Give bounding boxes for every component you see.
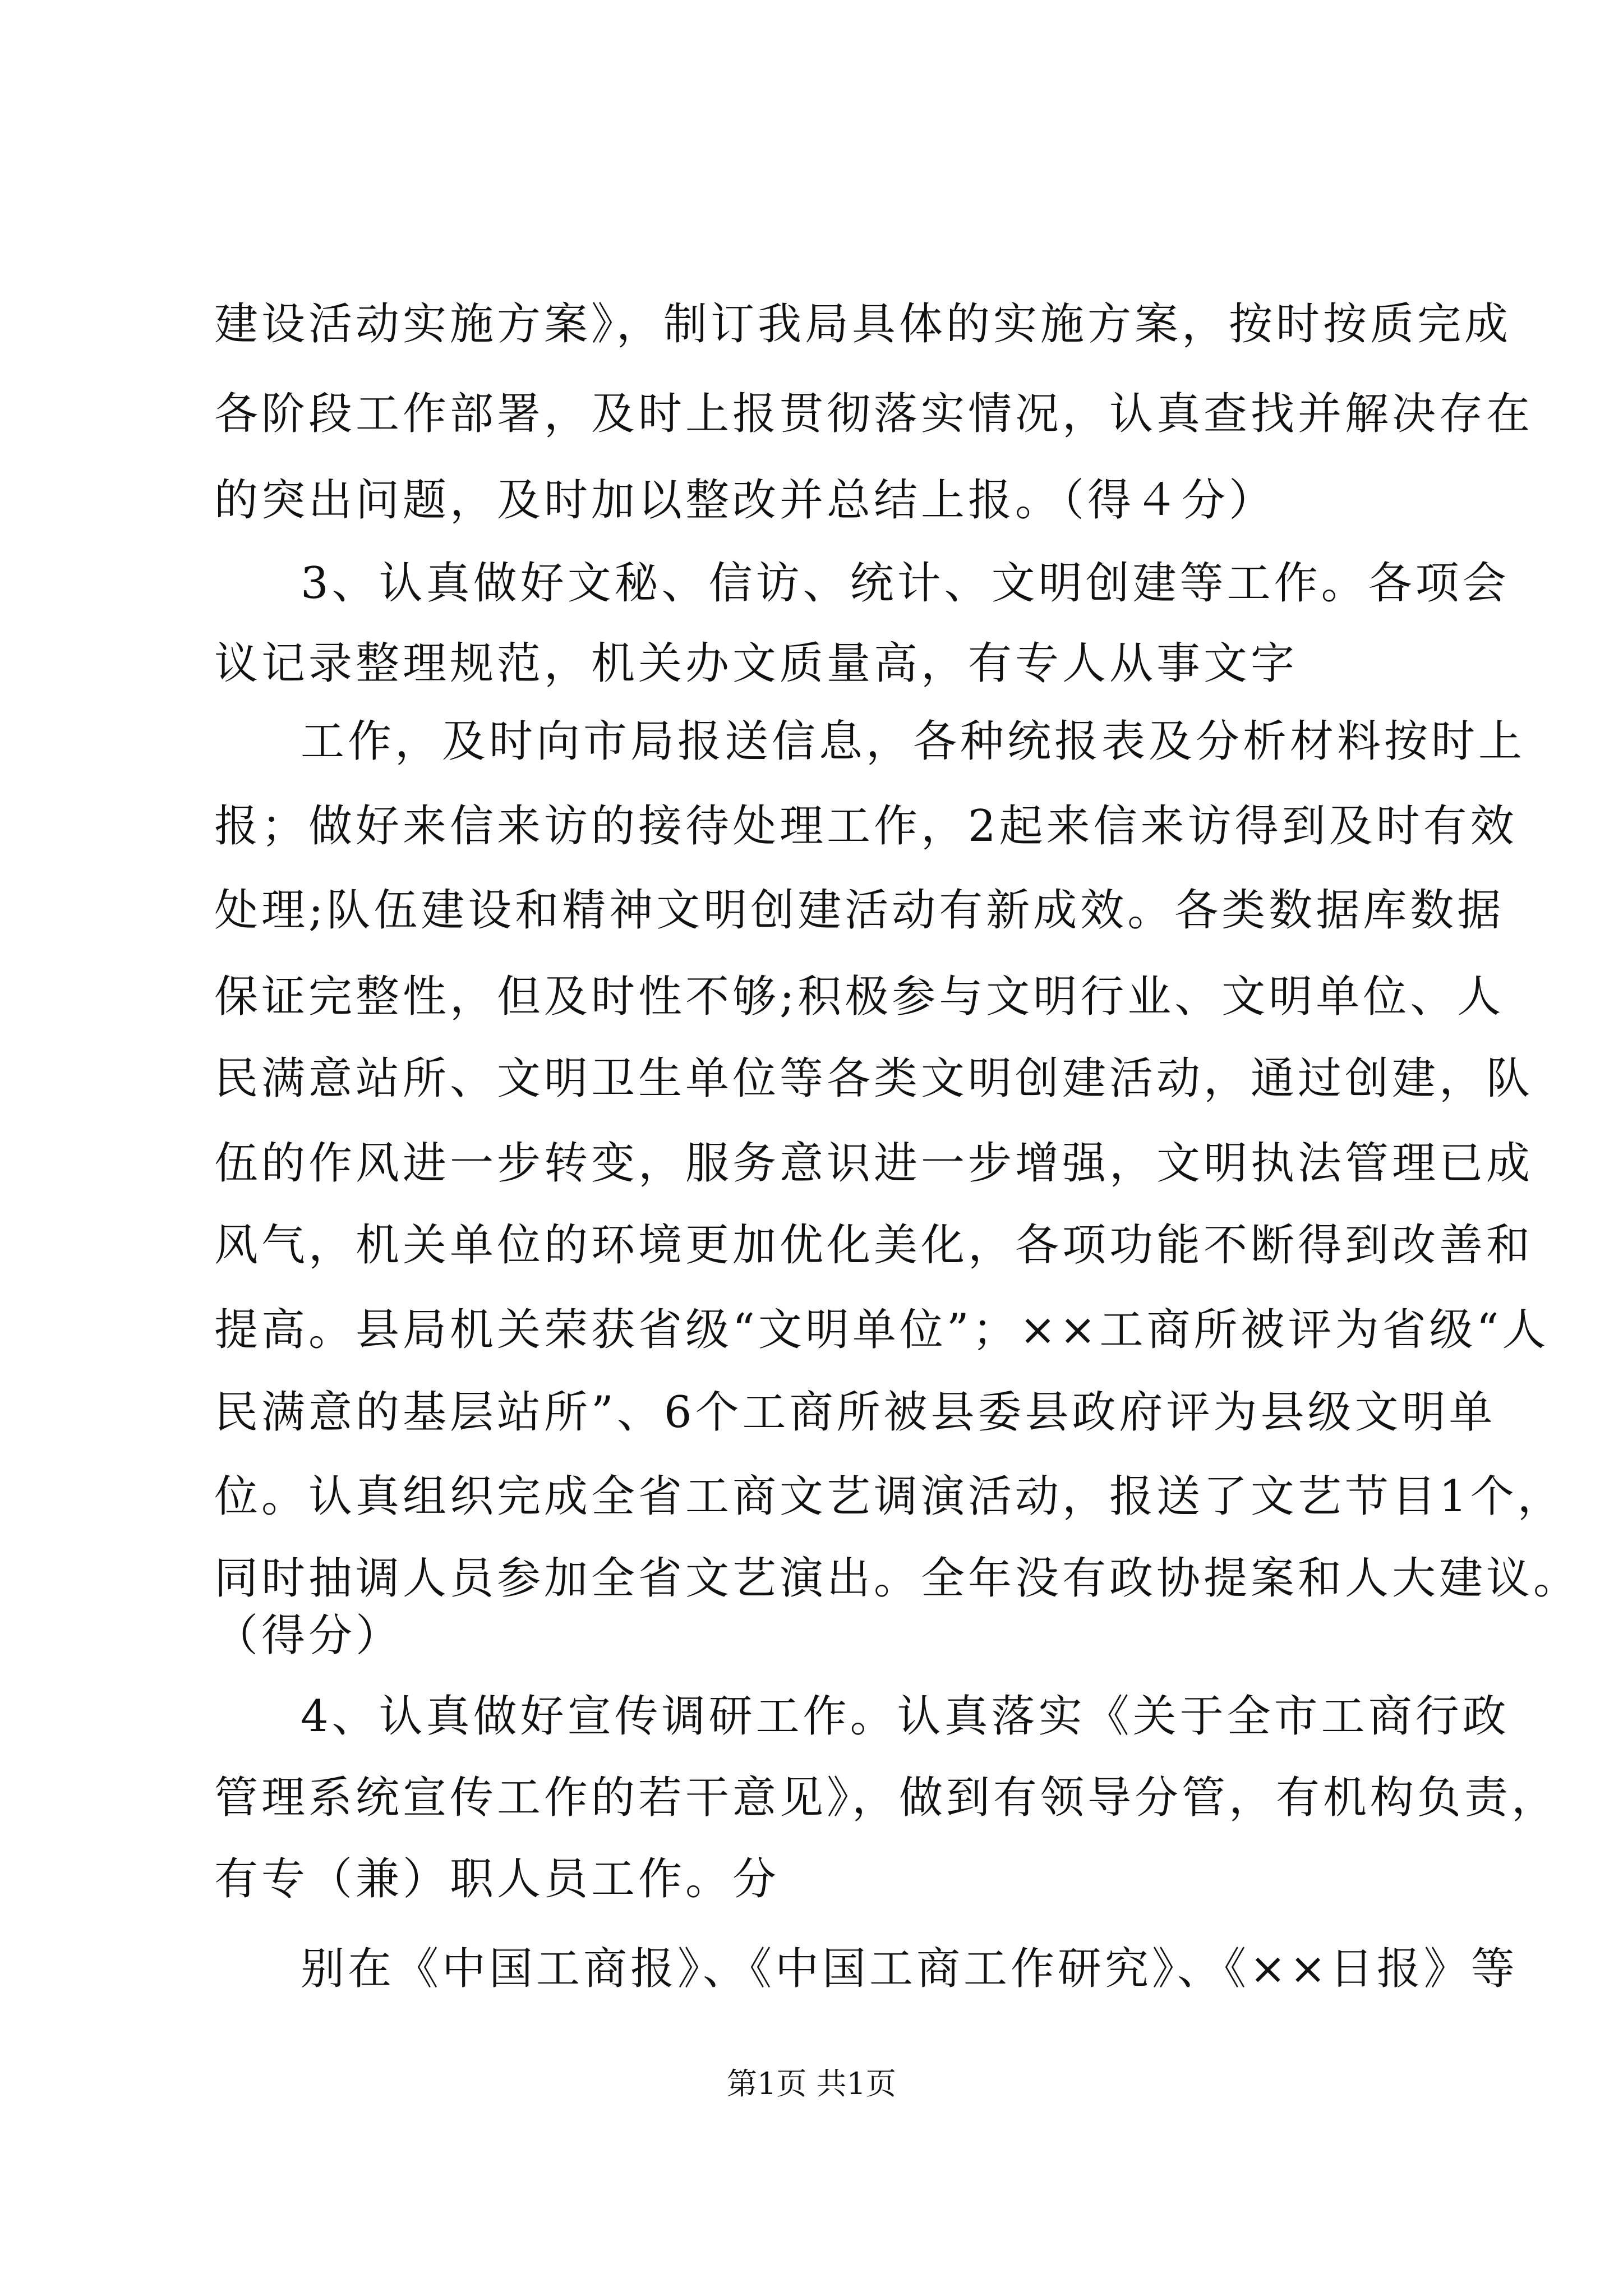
text-line: 报；做好来信来访的接待处理工作，2起来信来访得到及时有效 xyxy=(214,801,1518,852)
text-line: 提高。县局机关荣获省级“文明单位”；××工商所被评为省级“人 xyxy=(214,1305,1550,1355)
text-line: 有专（兼）职人员工作。分 xyxy=(214,1854,780,1904)
text-line: 4、认真做好宣传调研工作。认真落实《关于全市工商行政 xyxy=(301,1691,1510,1742)
text-line: 处理;队伍建设和精神文明创建活动有新成效。各类数据库数据 xyxy=(214,885,1505,936)
text-line: 风气，机关单位的环境更加优化美化，各项功能不断得到改善和 xyxy=(214,1220,1534,1271)
text-line: 保证完整性，但及时性不够;积极参与文明行业、文明单位、人 xyxy=(214,972,1505,1022)
text-line: 民满意站所、文明卫生单位等各类文明创建活动，通过创建，队 xyxy=(214,1053,1534,1104)
text-line: 各阶段工作部署，及时上报贯彻落实情况，认真查找并解决存在 xyxy=(214,389,1534,439)
page-number-footer: 第1页 共1页 xyxy=(727,2066,896,2101)
text-line: 议记录整理规范，机关办文质量高，有专人从事文字 xyxy=(214,638,1298,689)
text-line: （得分） xyxy=(214,1611,403,1661)
text-line: 位。认真组织完成全省工商文艺调演活动，报送了文艺节目1个， xyxy=(214,1471,1565,1522)
text-line: 伍的作风进一步转变，服务意识进一步增强，文明执法管理已成 xyxy=(214,1138,1534,1189)
text-line: 工作，及时向市局报送信息，各种统报表及分析材料按时上 xyxy=(301,716,1526,767)
text-line: 3、认真做好文秘、信访、统计、文明创建等工作。各项会 xyxy=(301,558,1510,609)
text-line: 同时抽调人员参加全省文艺演出。全年没有政协提案和人大建议。 xyxy=(214,1553,1581,1604)
text-line: 别在《中国工商报》、《中国工商工作研究》、《××日报》等 xyxy=(301,1944,1518,1994)
text-line: 管理系统宣传工作的若干意见》，做到有领导分管，有机构负责， xyxy=(214,1773,1559,1823)
text-line: 建设活动实施方案》，制订我局具体的实施方案，按时按质完成 xyxy=(214,299,1512,349)
text-line: 民满意的基层站所”、6个工商所被县委县政府评为县级文明单 xyxy=(214,1387,1496,1438)
text-line: 的突出问题，及时加以整改并总结上报。（得４分） xyxy=(214,475,1276,526)
